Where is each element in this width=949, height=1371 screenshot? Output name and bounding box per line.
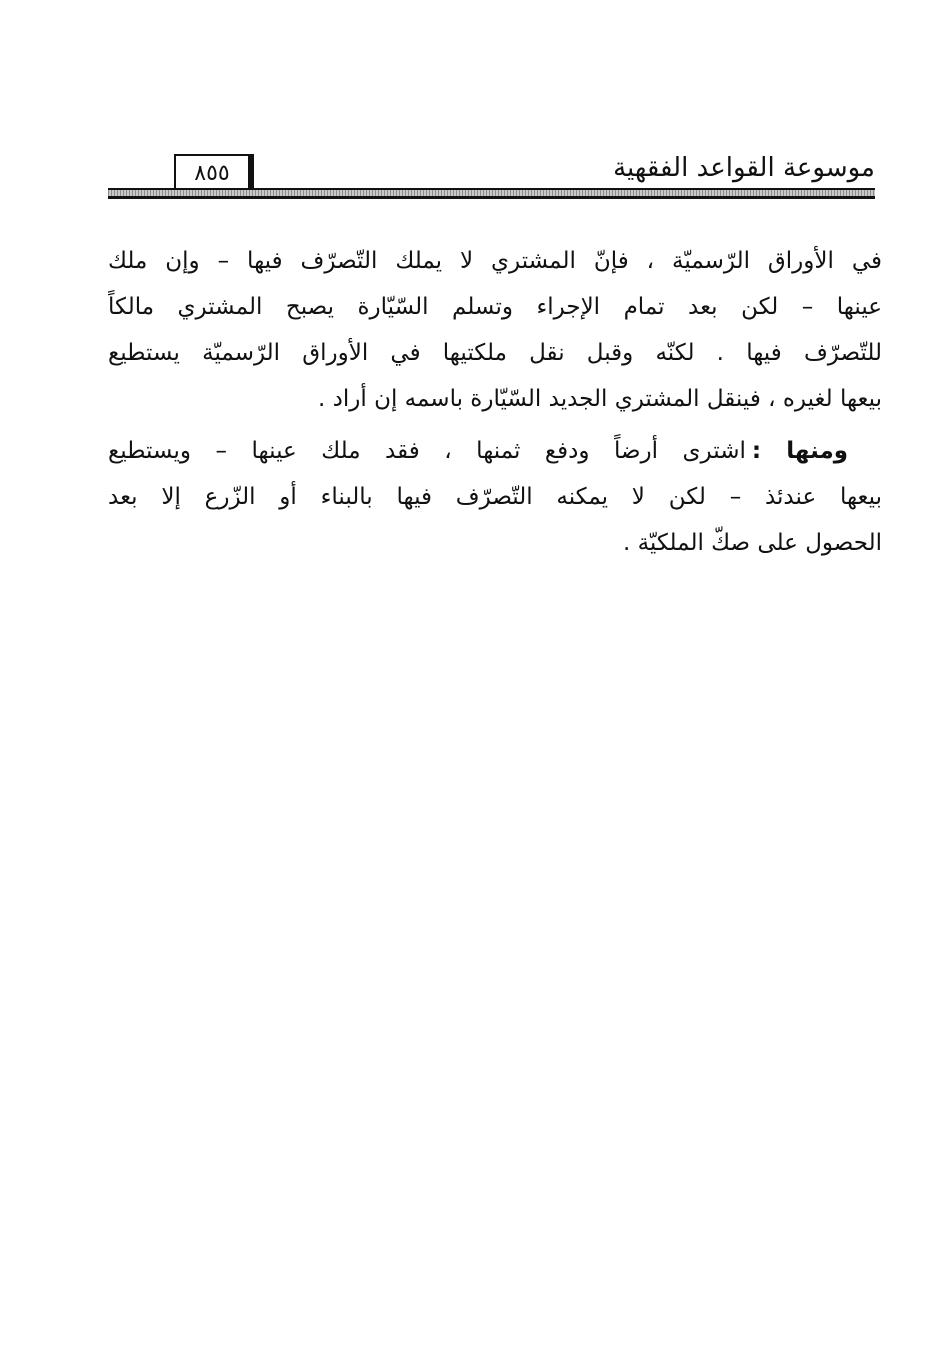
text-line: عينها – لكن بعد تمام الإجراء وتسلم السّيّارة يصبح المشتري مالكاً — [108, 294, 882, 320]
page-header — [108, 150, 875, 208]
paragraph-2 — [108, 428, 882, 566]
body-text — [108, 238, 882, 566]
page-number: ٨٥٥ — [174, 154, 254, 192]
text-line: بيعها لغيره ، فينقل المشتري الجديد السّيّارة باسمه إن أراد . — [318, 386, 882, 412]
text-line: بيعها عندئذ – لكن لا يمكنه التّصرّف فيها بالبناء أو الزّرع إلا بعد — [108, 484, 882, 510]
text-line: الحصول على صكّ الملكيّة . — [622, 530, 882, 556]
text-line: للتّصرّف فيها . لكنّه وقبل نقل ملكتيها في الأوراق الرّسميّة يستطيع — [108, 340, 882, 366]
header-rule — [108, 188, 875, 199]
text-line-rest: اشترى أرضاً ودفع ثمنها ، فقد ملك عينها – ويستطيع — [108, 438, 746, 464]
text-line — [108, 428, 882, 474]
paragraph-1 — [108, 238, 882, 422]
lead-word: ومنها : — [751, 438, 849, 464]
text-line: في الأوراق الرّسميّة ، فإنّ المشتري لا يملك التّصرّف فيها – وإن ملك — [108, 248, 882, 274]
running-header-title: موسوعة القواعد الفقهية — [613, 153, 875, 183]
